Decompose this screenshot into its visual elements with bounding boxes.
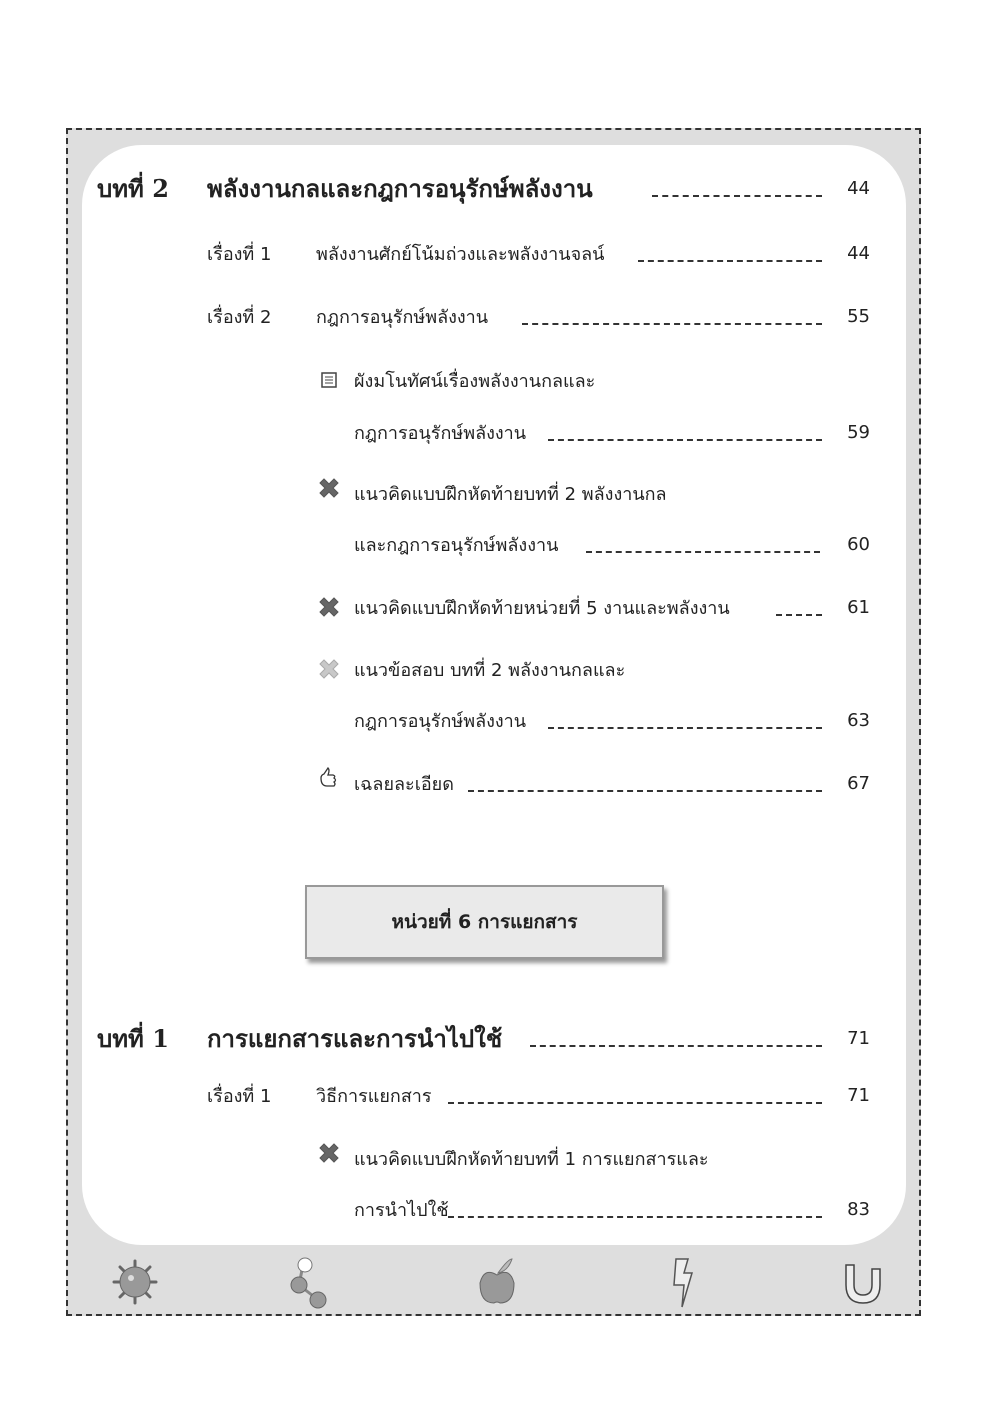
toc-item[interactable] [0, 1140, 992, 1176]
toc-item[interactable] [0, 765, 992, 801]
topic-title: วิธีการแยกสาร [316, 1085, 432, 1107]
item-text: แนวคิดแบบฝึกหัดท้ายบทที่ 2 พลังงานกล [354, 483, 667, 505]
topic-title: กฎการอนุรักษ์พลังงาน [316, 306, 489, 328]
page-number: 61 [847, 596, 870, 618]
thumbs-up-icon [316, 765, 342, 791]
page-number: 60 [847, 533, 870, 555]
apple-icon [472, 1255, 522, 1310]
toc-item-continued[interactable] [0, 414, 992, 450]
toc-item-continued[interactable] [0, 526, 992, 562]
molecule-icon [285, 1255, 335, 1310]
leader-dots [548, 437, 822, 441]
leader-dots [468, 788, 822, 792]
cross-icon [316, 1140, 342, 1166]
page-number: 67 [847, 772, 870, 794]
leader-dots [652, 193, 822, 197]
toc-item-continued[interactable] [0, 1191, 992, 1227]
item-text: ผังมโนทัศน์เรื่องพลังงานกลและ [354, 370, 596, 392]
leader-dots [522, 321, 822, 325]
chapter-label: บทที่ 2 [97, 173, 169, 203]
toc-item[interactable] [0, 475, 992, 511]
item-text: กฎการอนุรักษ์พลังงาน [354, 422, 527, 444]
virus-icon [110, 1255, 160, 1310]
chapter-title: พลังงานกลและกฎการอนุรักษ์พลังงาน [207, 173, 593, 203]
toc-item[interactable] [0, 651, 992, 687]
item-text: และกฎการอนุรักษ์พลังงาน [354, 534, 559, 556]
topic-label: เรื่องที่ 1 [207, 1085, 272, 1107]
toc-chapter[interactable] [0, 170, 992, 206]
page-number: 59 [847, 421, 870, 443]
item-text: การนำไปใช้ [354, 1199, 449, 1221]
cross-light-icon [316, 656, 342, 682]
leader-dots [530, 1043, 822, 1047]
leader-dots [448, 1214, 822, 1218]
magnet-icon [838, 1255, 888, 1310]
page-number: 71 [847, 1027, 870, 1049]
topic-label: เรื่องที่ 1 [207, 243, 272, 265]
toc-item-continued[interactable] [0, 702, 992, 738]
toc-item[interactable] [0, 362, 992, 398]
chapter-title: การแยกสารและการนำไปใช้ [207, 1023, 503, 1053]
item-text: แนวข้อสอบ บทที่ 2 พลังงานกลและ [354, 659, 626, 681]
leader-dots [776, 612, 822, 616]
topic-label: เรื่องที่ 2 [207, 306, 272, 328]
leader-dots [548, 725, 822, 729]
item-text: แนวคิดแบบฝึกหัดท้ายบทที่ 1 การแยกสารและ [354, 1148, 709, 1170]
cross-icon [316, 475, 342, 501]
page-number: 83 [847, 1198, 870, 1220]
cross-icon [316, 594, 342, 620]
item-text: แนวคิดแบบฝึกหัดท้ายหน่วยที่ 5 งานและพลังงาน [354, 597, 730, 619]
document-list-icon [316, 367, 342, 393]
lightning-icon [660, 1255, 710, 1310]
page-number: 44 [847, 242, 870, 264]
toc-topic[interactable] [0, 1077, 992, 1113]
page-number: 55 [847, 305, 870, 327]
topic-title: พลังงานศักย์โน้มถ่วงและพลังงานจลน์ [316, 243, 605, 265]
toc-item[interactable] [0, 589, 992, 625]
item-text: เฉลยละเอียด [354, 773, 454, 795]
item-text: กฎการอนุรักษ์พลังงาน [354, 710, 527, 732]
page-number: 71 [847, 1084, 870, 1106]
unit-banner: หน่วยที่ 6 การแยกสาร [305, 885, 664, 959]
page-number: 44 [847, 177, 870, 199]
toc-topic[interactable] [0, 235, 992, 271]
page-number: 63 [847, 709, 870, 731]
toc-topic[interactable] [0, 298, 992, 334]
chapter-label: บทที่ 1 [97, 1023, 169, 1053]
leader-dots [448, 1100, 822, 1104]
toc-chapter[interactable] [0, 1020, 992, 1056]
leader-dots [638, 258, 822, 262]
leader-dots [586, 549, 820, 553]
